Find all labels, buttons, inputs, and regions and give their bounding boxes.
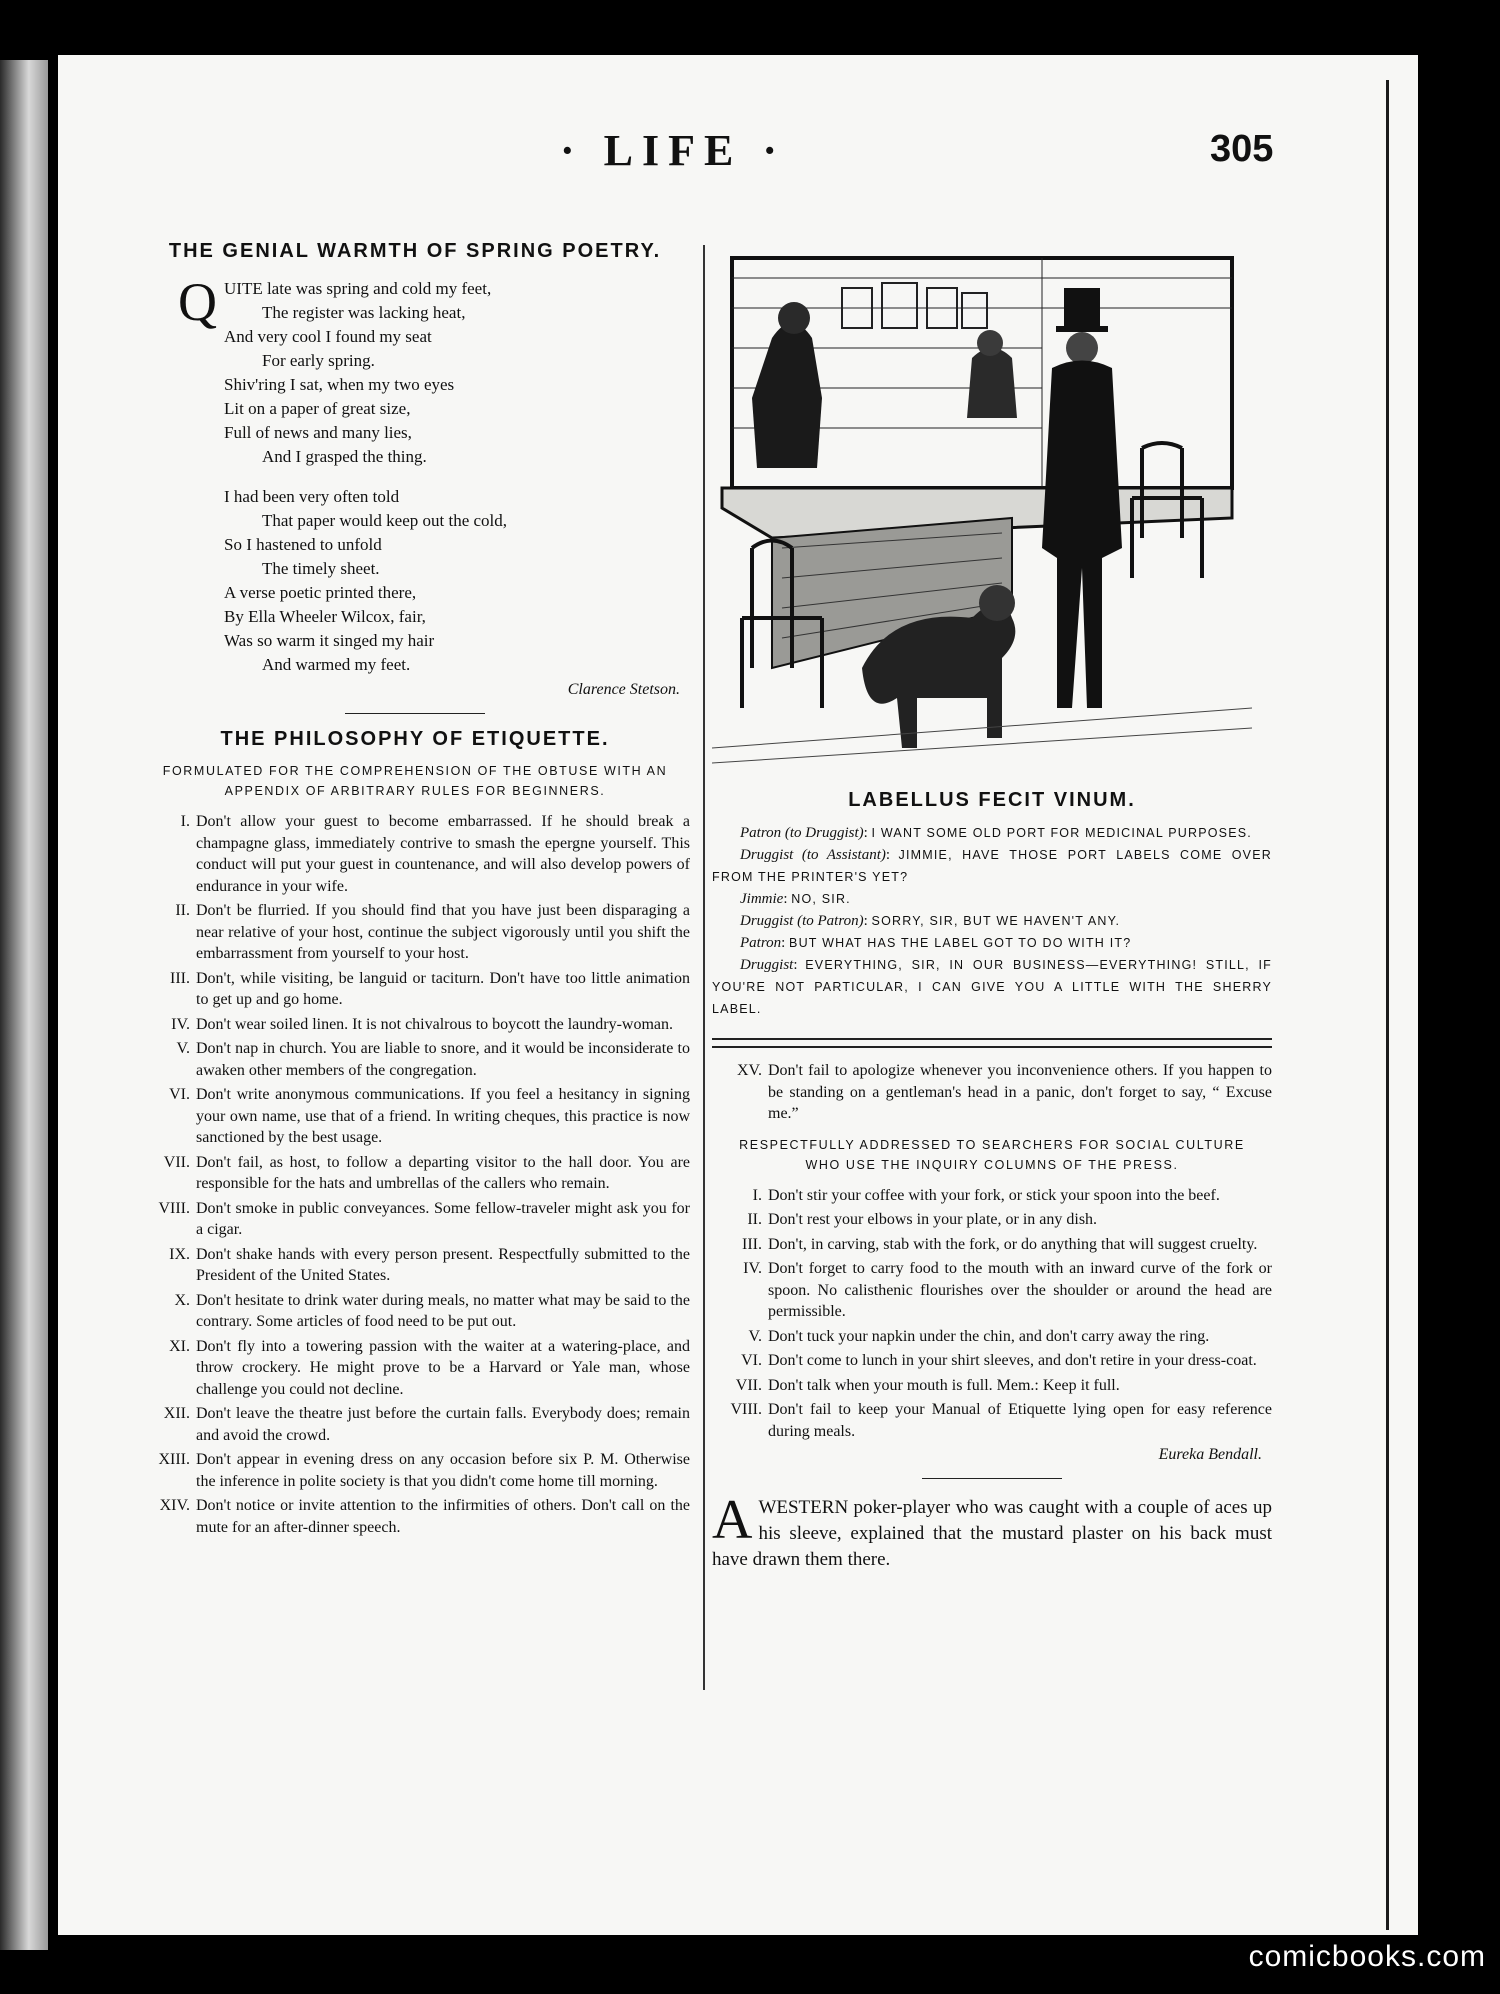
rule-item (140, 1403, 690, 1446)
rule-text: Don't nap in church. You are liable to snore, and it would be inconsiderate to awaken other members of the congregation. (196, 1040, 690, 1079)
rule-text: Don't wear soiled linen. It is not chivalrous to boycott the laundry-woman. (196, 1015, 674, 1033)
rule-item (140, 1198, 690, 1241)
rule-text: Don't leave the theatre just before the curtain falls. Everybody does; remain and avoid the crowd. (196, 1405, 690, 1444)
cartoon-dialogue (712, 822, 1272, 1020)
rule-item (140, 1152, 690, 1195)
etiquette-subtitle-line-2: APPENDIX OF ARBITRARY RULES FOR BEGINNERS. (224, 784, 606, 798)
masthead-title: · LIFE · (560, 126, 787, 175)
dialogue-speaker: Druggist (740, 957, 794, 973)
rule-number: II. (747, 1211, 762, 1228)
rule-item (712, 1060, 1272, 1125)
appendix-heading-line-1: RESPECTFULLY ADDRESSED TO SEARCHERS FOR SOCIAL CULTURE (739, 1137, 1245, 1152)
rule-number: I. (752, 1186, 762, 1204)
rule-item (140, 1336, 690, 1401)
column-divider (703, 245, 705, 1690)
rule-number: VIII. (730, 1401, 762, 1418)
rule-number: XI. (169, 1337, 190, 1355)
rule-item (140, 900, 690, 965)
rule-text: Don't write anonymous communications. If you feel a hesitancy in signing your own name, use that of a friend. In writing cheques, this practice is now sanctioned by the best usage. (196, 1086, 690, 1146)
rule-item (712, 1399, 1272, 1442)
rule-text: Don't forget to carry food to the mouth with an inward curve of the fork or spoon. No calisthenic flourishes over the shoulder or around the head are permissible. (768, 1260, 1272, 1320)
rule-number: VII. (735, 1376, 762, 1394)
rule-item (140, 968, 690, 1011)
dialogue-line: Druggist (to Patron): SORRY, SIR, BUT WE HAVEN'T ANY. (740, 913, 1121, 929)
poem-line: Was so warm it singed my hair (224, 631, 435, 650)
dialogue-direction: (to Druggist) (784, 825, 864, 841)
appendix-heading-line-2: WHO USE THE INQUIRY COLUMNS OF THE PRESS. (805, 1157, 1179, 1172)
poem-line: For early spring. (262, 351, 375, 370)
dialogue-direction: (to Assistant) (801, 847, 886, 863)
rule-text: Don't fly into a towering passion with the waiter at a watering-place, and throw crockery. He might prove to be a Harvard or Yale man, whose challenge you could not decline. (196, 1337, 690, 1398)
etiquette-rules-list (140, 811, 690, 1538)
etiquette-rules-continued (712, 1060, 1272, 1125)
rule-item (140, 1449, 690, 1492)
poem-line: A verse poetic printed there, (224, 583, 417, 602)
rule-number: XV. (736, 1062, 762, 1079)
anecdote-text: poker-player who was caught with a couple of aces up his sleeve, explained that the mustard plaster on his back must have drawn them there. (712, 1497, 1272, 1570)
rule-number: VI. (169, 1086, 190, 1103)
etiquette-author: Eureka Bendall. (1158, 1446, 1262, 1463)
etiquette-subtitle-line-1: FORMULATED FOR THE COMPREHENSION OF THE OBTUSE WITH AN (162, 764, 668, 778)
rule-item (712, 1234, 1272, 1256)
rule-text: Don't shake hands with every person present. Respectfully submitted to the President of the United States. (196, 1245, 690, 1284)
rule-text: Don't stir your coffee with your fork, or stick your spoon into the beef. (768, 1186, 1220, 1204)
page-edge-line (1386, 80, 1389, 1930)
rule-text: Don't be flurried. If you should find that you have just been disparaging a near relative of your host, continue the subject vigorously until you shift the embarrassment from yourself to your host. (196, 902, 690, 962)
cartoon-title: LABELLUS FECIT VINUM. (848, 789, 1136, 811)
rule-item (712, 1209, 1272, 1231)
poem-drop-cap: Q (178, 272, 217, 332)
poem-line: Shiv'ring I sat, when my two eyes (224, 375, 455, 394)
rule-text: Don't rest your elbows in your plate, or in any dish. (768, 1211, 1098, 1228)
anecdote-lead: WESTERN (758, 1497, 849, 1518)
poem-line: And warmed my feet. (262, 655, 411, 674)
rule-text: Don't talk when your mouth is full. Mem.: Keep it full. (768, 1376, 1120, 1394)
poem-line: UITE late was spring and cold my feet, (224, 279, 492, 298)
rule-text: Don't fail to keep your Manual of Etiquette lying open for easy reference during meals. (768, 1401, 1272, 1440)
rule-item (140, 1038, 690, 1081)
etiquette-title: THE PHILOSOPHY OF ETIQUETTE. (220, 728, 610, 750)
poem (178, 272, 690, 677)
appendix-heading (712, 1135, 1272, 1175)
rule-item (140, 811, 690, 897)
left-column (140, 240, 690, 1541)
dialogue-speaker: Druggist (740, 913, 794, 929)
rule-text: Don't come to lunch in your shirt sleeves, and don't retire in your dress-coat. (768, 1352, 1257, 1369)
rule-number: X. (174, 1291, 190, 1309)
rule-number: VIII. (158, 1199, 190, 1217)
dialogue-line: Jimmie: NO, SIR. (740, 891, 851, 907)
dialogue-text: BUT WHAT HAS THE LABEL GOT TO DO WITH IT? (789, 936, 1132, 950)
dialogue-line: Patron: BUT WHAT HAS THE LABEL GOT TO DO WITH IT? (740, 935, 1132, 951)
rule-number: V. (748, 1327, 762, 1345)
poem-stanza-1 (224, 277, 690, 469)
poem-line: The register was lacking heat, (262, 303, 466, 322)
rule-text: Don't notice or invite attention to the infirmities of others. Don't call on the mute for an after-dinner speech. (196, 1497, 690, 1536)
dialogue-speaker: Patron (740, 825, 782, 841)
dialogue-speaker: Jimmie (740, 891, 784, 907)
dialogue-line: Druggist (to Assistant): JIMMIE, HAVE THOSE PORT LABELS COME OVER FROM THE PRINTER'S YET? (712, 847, 1272, 884)
poem-title: THE GENIAL WARMTH OF SPRING POETRY. (168, 240, 662, 262)
rule-text: Don't allow your guest to become embarrassed. If he should break a champagne glass, immediately contrive to smash the epergne yourself. This conduct will put your guest in countenance, and will also develop powers of endurance in your wife. (196, 813, 690, 895)
dialogue-direction: (to Patron) (797, 913, 864, 929)
dialogue-line: Patron (to Druggist): I WANT SOME OLD PORT FOR MEDICINAL PURPOSES. (740, 825, 1252, 841)
rule-number: VII. (163, 1153, 190, 1171)
rule-number: XIII. (158, 1451, 190, 1468)
poem-line: By Ella Wheeler Wilcox, fair, (224, 607, 426, 626)
rule-number: XII. (163, 1405, 190, 1422)
dialogue-speaker: Druggist (740, 847, 794, 863)
rule-item (140, 1290, 690, 1333)
poem-line: That paper would keep out the cold, (262, 511, 508, 530)
rule-number: II. (175, 902, 190, 919)
poem-line: Full of news and many lies, (224, 423, 412, 442)
rule-item (140, 1495, 690, 1538)
rule-number: IV. (743, 1260, 762, 1277)
rule-number: IX. (169, 1245, 190, 1263)
rule-number: IV. (171, 1015, 190, 1033)
section-divider (345, 713, 485, 714)
rule-number: VI. (741, 1352, 762, 1369)
section-divider-2 (922, 1478, 1062, 1479)
watermark: comicbooks.com (1248, 1940, 1486, 1973)
rule-number: III. (170, 969, 190, 987)
poem-line: I had been very often told (224, 487, 400, 506)
rule-item (712, 1185, 1272, 1207)
rule-number: XIV. (159, 1497, 190, 1514)
dialogue-line: Druggist: EVERYTHING, SIR, IN OUR BUSINESS—EVERYTHING! STILL, IF YOU'RE NOT PARTICULAR, I CAN GIVE YOU A LITTLE WITH THE SHERRY LABEL. (712, 957, 1273, 1016)
rule-text: Don't, while visiting, be languid or taciturn. Don't have too little animation to get up and go home. (196, 969, 690, 1008)
anecdote (712, 1489, 1272, 1573)
rule-number: III. (742, 1235, 762, 1253)
rule-number: I. (180, 813, 190, 830)
page-number: 305 (1210, 128, 1274, 170)
cartoon-illustration (712, 248, 1252, 768)
rule-text: Don't hesitate to drink water during meals, no matter what may be said to the contrary. Some articles of food need to be put out. (196, 1291, 690, 1330)
adjacent-page-edge (0, 60, 48, 1950)
anecdote-drop-cap: A (712, 1489, 753, 1551)
rule-text: Don't fail, as host, to follow a departing visitor to the hall door. You are responsible for the hats and umbrellas of the callers who remain. (196, 1153, 690, 1192)
rule-number: V. (176, 1040, 190, 1057)
poem-line: The timely sheet. (262, 559, 380, 578)
appendix-rules-list (712, 1185, 1272, 1443)
poem-line: So I hastened to unfold (224, 535, 382, 554)
dialogue-text: EVERYTHING, SIR, IN OUR BUSINESS—EVERYTHING! STILL, IF YOU'RE NOT PARTICULAR, I CAN GIVE YOU A LITTLE WITH THE SHERRY LABEL. (712, 958, 1273, 1016)
rule-text: Don't, in carving, stab with the fork, or do anything that will suggest cruelty. (768, 1235, 1258, 1253)
right-column (712, 248, 1272, 1573)
poem-line: Lit on a paper of great size, (224, 399, 411, 418)
etiquette-subtitle (140, 761, 690, 801)
dialogue-text: JIMMIE, HAVE THOSE PORT LABELS COME OVER FROM THE PRINTER'S YET? (712, 848, 1272, 884)
dialogue-speaker: Patron (740, 935, 782, 951)
rule-item (712, 1258, 1272, 1323)
rule-item (712, 1350, 1272, 1372)
poem-author: Clarence Stetson. (567, 681, 680, 698)
rule-text: Don't smoke in public conveyances. Some fellow-traveler might ask you for a cigar. (196, 1199, 690, 1238)
rule-item (712, 1326, 1272, 1348)
dialogue-text: SORRY, SIR, BUT WE HAVEN'T ANY. (871, 914, 1121, 928)
dialogue-text: NO, SIR. (791, 892, 851, 906)
double-divider (712, 1038, 1272, 1048)
rule-item (140, 1244, 690, 1287)
poem-stanza-2 (224, 485, 690, 677)
dialogue-text: I WANT SOME OLD PORT FOR MEDICINAL PURPOSES. (871, 826, 1252, 840)
rule-item (712, 1375, 1272, 1397)
rule-text: Don't fail to apologize whenever you inconvenience others. If you happen to be standing on a gentleman's head in a panic, don't forget to say, “ Excuse me.” (768, 1062, 1272, 1122)
rule-text: Don't tuck your napkin under the chin, and don't carry away the ring. (768, 1327, 1210, 1345)
rule-item (140, 1014, 690, 1036)
poem-line: And I grasped the thing. (262, 447, 427, 466)
rule-item (140, 1084, 690, 1149)
poem-line: And very cool I found my seat (224, 327, 432, 346)
rule-text: Don't appear in evening dress on any occasion before six P. M. Otherwise the inference in polite society is that you didn't come home till morning. (196, 1451, 690, 1490)
